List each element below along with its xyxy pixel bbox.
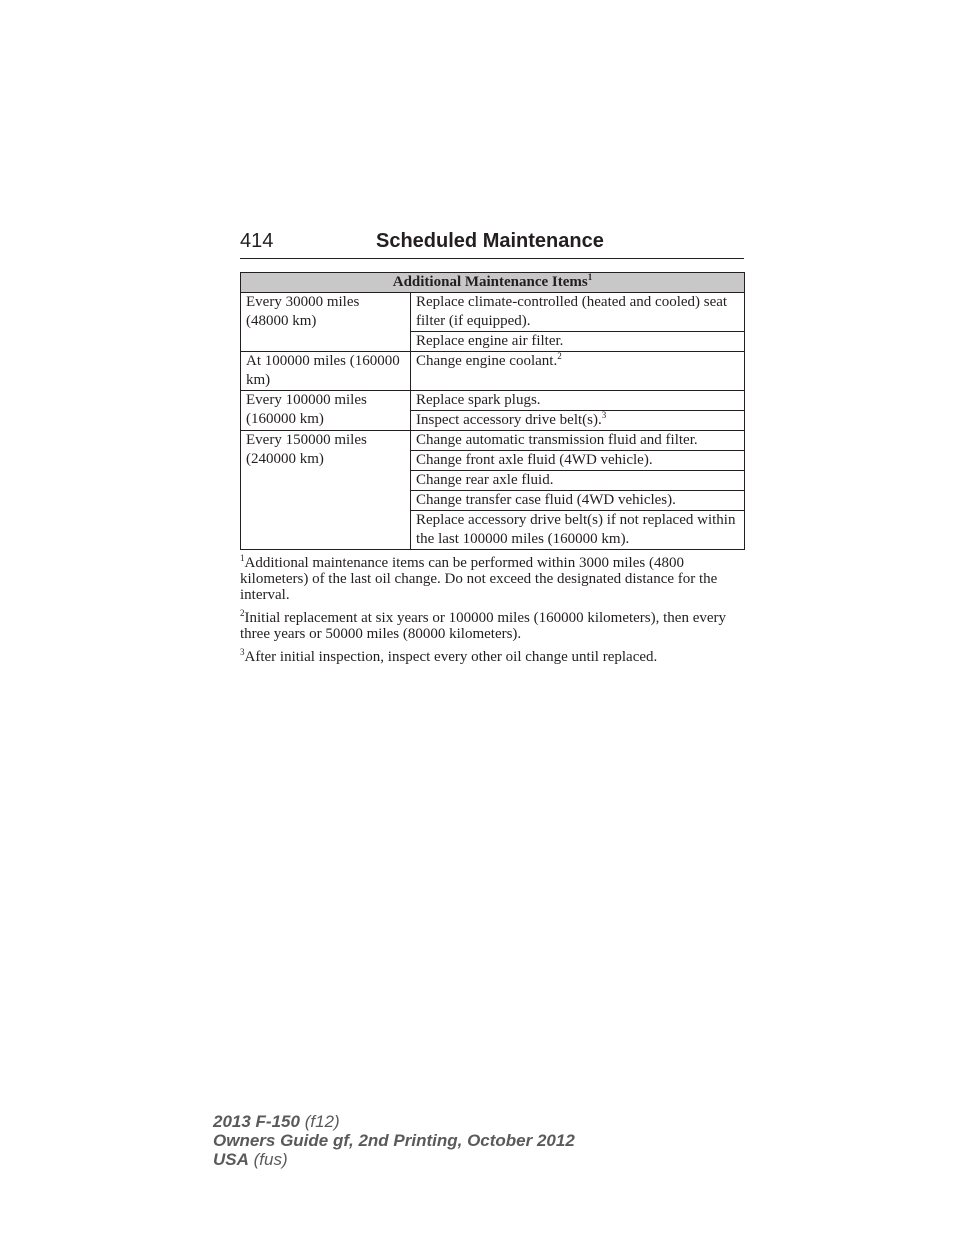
table-row (241, 293, 745, 332)
page-number: 414 (240, 230, 274, 252)
document-footer (213, 1112, 575, 1169)
item-cell (411, 332, 745, 352)
item-text: Replace engine air filter. (416, 333, 564, 349)
item-cell (411, 451, 745, 471)
item-cell (411, 491, 745, 511)
footnote-mark: 2 (240, 608, 245, 618)
footnote-2 (240, 610, 744, 642)
maintenance-table-container (240, 272, 744, 550)
interval-cell: At 100000 miles (160000 km) (241, 352, 411, 391)
table-row (241, 431, 745, 451)
item-text: Replace accessory drive belt(s) if not replaced within the last 100000 miles (160000 km). (416, 512, 736, 547)
footnote-text: Additional maintenance items can be performed within 3000 miles (4800 kilometers) of the last oil change. Do not exceed the designated distance for the interval. (240, 555, 718, 603)
footnote-ref: 2 (557, 351, 562, 361)
interval-cell: Every 100000 miles (160000 km) (241, 391, 411, 431)
item-text: Change engine coolant. (416, 353, 558, 369)
item-text: Replace climate-controlled (heated and cooled) seat filter (if equipped). (416, 294, 728, 329)
item-text: Change front axle fluid (4WD vehicle). (416, 452, 653, 468)
footnote-text: After initial inspection, inspect every other oil change until replaced. (244, 649, 658, 665)
footnote-mark: 3 (240, 647, 245, 657)
table-heading-note: 1 (587, 272, 593, 282)
table-heading (241, 273, 745, 293)
table-row (241, 352, 745, 391)
footnote-text: Initial replacement at six years or 100000 miles (160000 kilometers), then every three years or 50000 miles (80000 kilometers). (240, 610, 727, 642)
footer-model: 2013 F-150 (213, 1112, 300, 1131)
footer-model-code: (f12) (304, 1112, 340, 1131)
footer-line-1 (213, 1112, 575, 1131)
item-cell (411, 352, 745, 391)
item-cell (411, 471, 745, 491)
item-cell (411, 431, 745, 451)
table-heading-text: Additional Maintenance Items (392, 274, 588, 290)
item-cell (411, 511, 745, 550)
footer-line-3 (213, 1150, 575, 1169)
item-text: Change automatic transmission fluid and filter. (416, 432, 698, 448)
footnotes (240, 555, 744, 672)
footnote-3 (240, 649, 744, 665)
item-text: Change rear axle fluid. (416, 472, 554, 488)
interval-cell: Every 30000 miles (48000 km) (241, 293, 411, 352)
footnote-ref: 3 (601, 410, 607, 420)
item-text: Replace spark plugs. (416, 392, 541, 408)
page-title: Scheduled Maintenance (376, 230, 604, 252)
item-cell (411, 411, 745, 431)
interval-cell: Every 150000 miles (240000 km) (241, 431, 411, 550)
table-header-row (241, 273, 745, 293)
item-cell (411, 293, 745, 332)
item-cell (411, 391, 745, 411)
maintenance-table (240, 272, 745, 550)
footnote-1 (240, 555, 744, 603)
table-row (241, 391, 745, 411)
footer-printing: Owners Guide gf, 2nd Printing, October 2012 (213, 1131, 575, 1150)
item-text: Change transfer case fluid (4WD vehicles). (416, 492, 676, 508)
item-text: Inspect accessory drive belt(s). (416, 412, 602, 428)
footer-market-code: (fus) (253, 1150, 288, 1169)
footer-line-2 (213, 1131, 575, 1150)
page-header (240, 228, 744, 259)
footer-market: USA (213, 1150, 249, 1169)
footnote-mark: 1 (240, 553, 245, 563)
